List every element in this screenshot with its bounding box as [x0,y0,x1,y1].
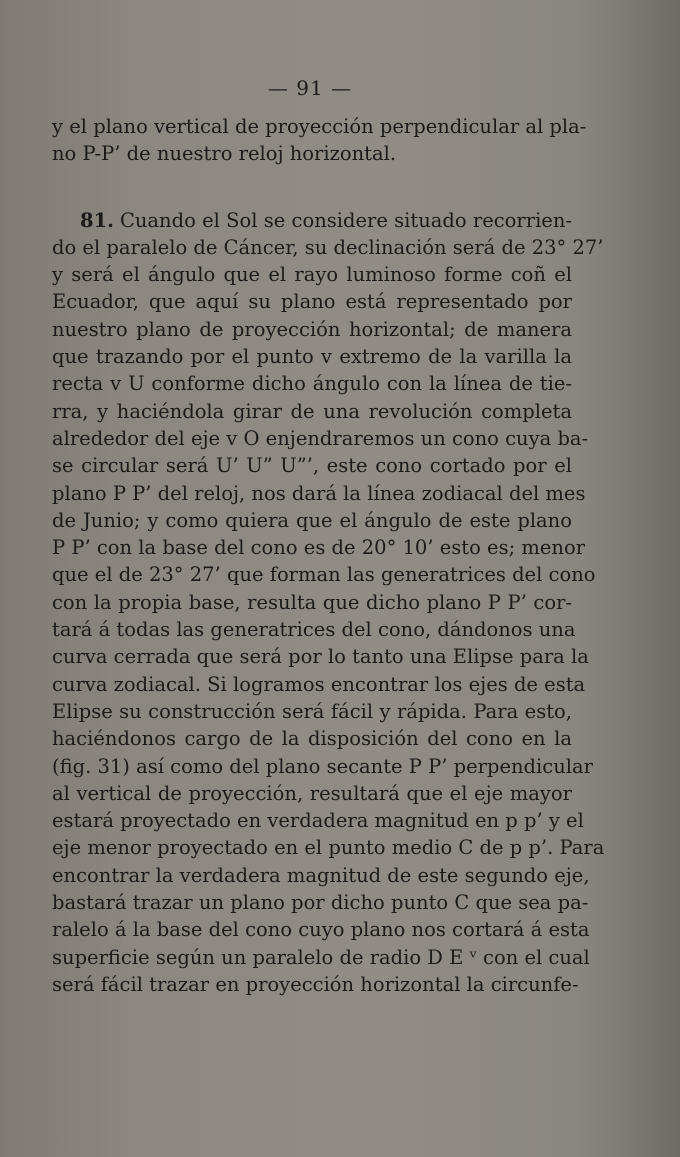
text-line: P P’ con la base del cono es de 20° 10’ esto es; menor [52,536,586,560]
text-line: rra, y haciéndola girar de una revolución completa [52,399,572,423]
text-line: no P-P’ de nuestro reloj horizontal. [52,142,397,166]
text-line: curva zodiacal. Si logramos encontrar los ejes de esta [52,672,586,696]
text-line: y el plano vertical de proyección perpendicular al pla- [52,115,587,138]
text-line: encontrar la verdadera magnitud de este segundo eje, [52,863,590,887]
text-line: eje menor proyectado en el punto medio C de p p’. Para [52,836,605,860]
text-line: haciéndonos cargo de la disposición del cono en la [52,727,572,751]
text-line: Ecuador, que aquí su plano está representado por [52,290,572,314]
text-line: que trazando por el punto v extremo de la varilla la [52,345,572,369]
text-line: tará á todas las generatrices del cono, dándonos una [52,618,576,642]
text-line: do el paralelo de Cáncer, su declinación será de 23° 27’ [52,235,604,259]
text-line: ralelo á la base del cono cuyo plano nos cortará á esta [52,918,590,942]
text-line: curva cerrada que será por lo tanto una Elipse para la [52,645,589,669]
paragraph-1 [52,113,587,168]
text-line: con la propia base, resulta que dicho plano P P’ cor- [52,590,572,614]
text-line: estará proyectado en verdadera magnitud en p p’ y el [52,809,584,833]
text-line: nuestro plano de proyección horizontal; de manera [52,317,572,341]
text-line-first [52,207,572,234]
text-line: al vertical de proyección, resultará que el eje mayor [52,781,572,805]
text-line: plano P P’ del reloj, nos dará la línea zodiacal del mes [52,481,586,505]
text-line: que el de 23° 27’ que forman las generatrices del cono [52,563,596,587]
text-line: recta v U conforme dicho ángulo con la línea de tie- [52,372,572,396]
text-line: Cuando el Sol se considere situado recorrien- [119,208,572,232]
text-line: y será el ángulo que el rayo luminoso forme coñ el [52,263,572,287]
text-line: (fig. 31) así como del plano secante P P’ perpendicular [52,754,593,778]
text-line: de Junio; y como quiera que el ángulo de este plano [52,508,572,532]
page-number: — 91 — [267,76,353,100]
section-number: 81. [80,208,114,232]
body-text [52,113,605,998]
text-line: se circular será U’ U” U”’, este cono cortado por el [52,454,572,478]
text-line: será fácil trazar en proyección horizontal la circunfe- [52,972,579,996]
text-line: bastará trazar un plano por dicho punto C que sea pa- [52,891,589,915]
text-line: alrededor del eje v O enjendraremos un cono cuya ba- [52,426,589,450]
paragraph-2 [52,207,605,999]
text-line: superficie según un paralelo de radio D E ᵛ con el cual [52,945,590,969]
text-line: Elipse su construcción será fácil y rápida. Para esto, [52,699,572,723]
